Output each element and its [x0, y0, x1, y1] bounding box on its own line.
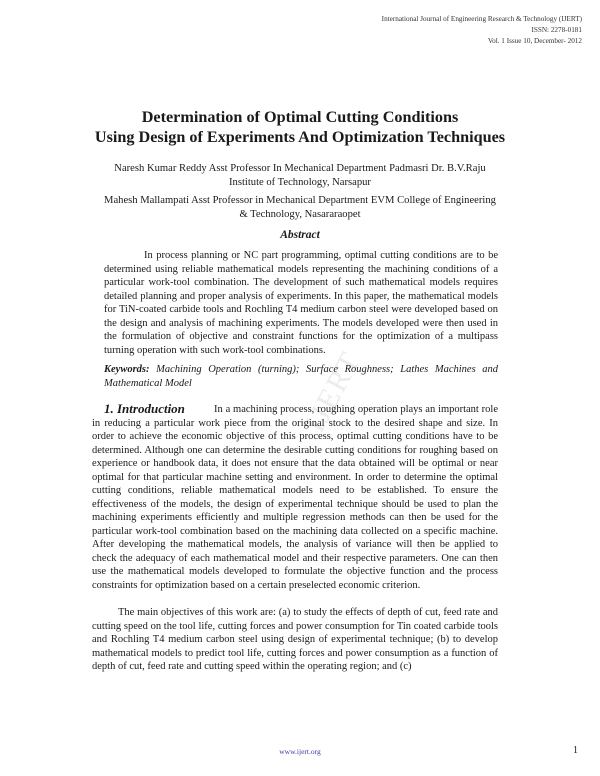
author-1-line-1: Naresh Kumar Reddy Asst Professor In Mechanical Department Padmasri Dr. B.V.Raju: [114, 163, 486, 174]
footer-url[interactable]: www.ijert.org: [279, 747, 321, 756]
abstract-heading: Abstract: [280, 229, 320, 241]
author-1-line-2: Institute of Technology, Narsapur: [229, 177, 371, 188]
title-line-2: Using Design of Experiments And Optimization Techniques: [94, 128, 506, 146]
author-2-line-2: & Technology, Nasararaopet: [239, 209, 361, 220]
running-header: [382, 14, 582, 47]
intro-paragraph-1: In a machining process, roughing operation plays an important role in reducing a particular work piece from the original stock to the desired shape and size. In order to achieve the economic objective of this process, optimal cutting conditions have to be determined. Although one can determine the desirable cutting conditions for roughing based on experience or handbook data, it does not ensure that the data obtained will be optimal or near optimal for that particular machine setting and environment. In order to determine the optimal cutting conditions, reliable mathematical models need to be established. To ensure the effectiveness of the models, the design of experimental technique should be used to plan the machining experiments efficiently and multiple regression methods can then be used for the particular work-tool combination based on the machining data collected on a specific machine. After developing the mathematical models, the analysis of variance will then be applied to check the adequacy of each mathematical model and their respective parameters. One can then use the mathematical models developed to formulate the objective function and the process constraints for optimization based on a certain preselected economic criterion.: [92, 404, 498, 591]
author-2-line-1: Mahesh Mallampati Asst Professor in Mechanical Department EVM College of Engineering: [104, 195, 496, 206]
author-1: [0, 162, 600, 190]
paper-title: [0, 107, 600, 147]
page-number: 1: [573, 745, 578, 756]
watermark: IJERT: [297, 345, 368, 438]
title-line-1: Determination of Optimal Cutting Conditions: [141, 108, 459, 126]
issn: ISSN: 2278-0181: [531, 26, 582, 34]
journal-name: International Journal of Engineering Research & Technology (IJERT): [381, 15, 582, 23]
section-heading-introduction: 1. Introduction: [104, 401, 185, 416]
volume-issue: Vol. 1 Issue 10, December- 2012: [487, 37, 582, 45]
abstract-text: In process planning or NC part programming, optimal cutting conditions are to be determined using reliable mathematical models representing the machining conditions of a particular work-tool combination. The development of such mathematical models requires detailed planning and proper analysis of experiments. In this paper, the mathematical models for TiN-coated carbide tools and Rochling T4 medium carbon steel were developed based on the design and analysis of machining experiments. The models developed were then used in the formulation of objective and constraint functions for the optimization of a multipass turning operation with such work-tool combinations.: [104, 250, 498, 356]
keywords-label: Keywords:: [104, 364, 150, 375]
intro-paragraph-2: The main objectives of this work are: (a) to study the effects of depth of cut, feed rate and cutting speed on the tool life, cutting forces and power consumption for Tin coated carbide tools and Rochling T4 medium carbon steel using design of experimental technique; (b) to develop mathematical models to predict tool life, cutting forces and power consumption as a function of depth of cut, feed rate and cutting speed within the operating region; and (c): [92, 607, 498, 672]
keywords: [104, 363, 498, 390]
keywords-text: Machining Operation (turning); Surface Roughness; Lathes Machines and Mathematical Model: [104, 364, 499, 389]
author-2: [0, 194, 600, 222]
